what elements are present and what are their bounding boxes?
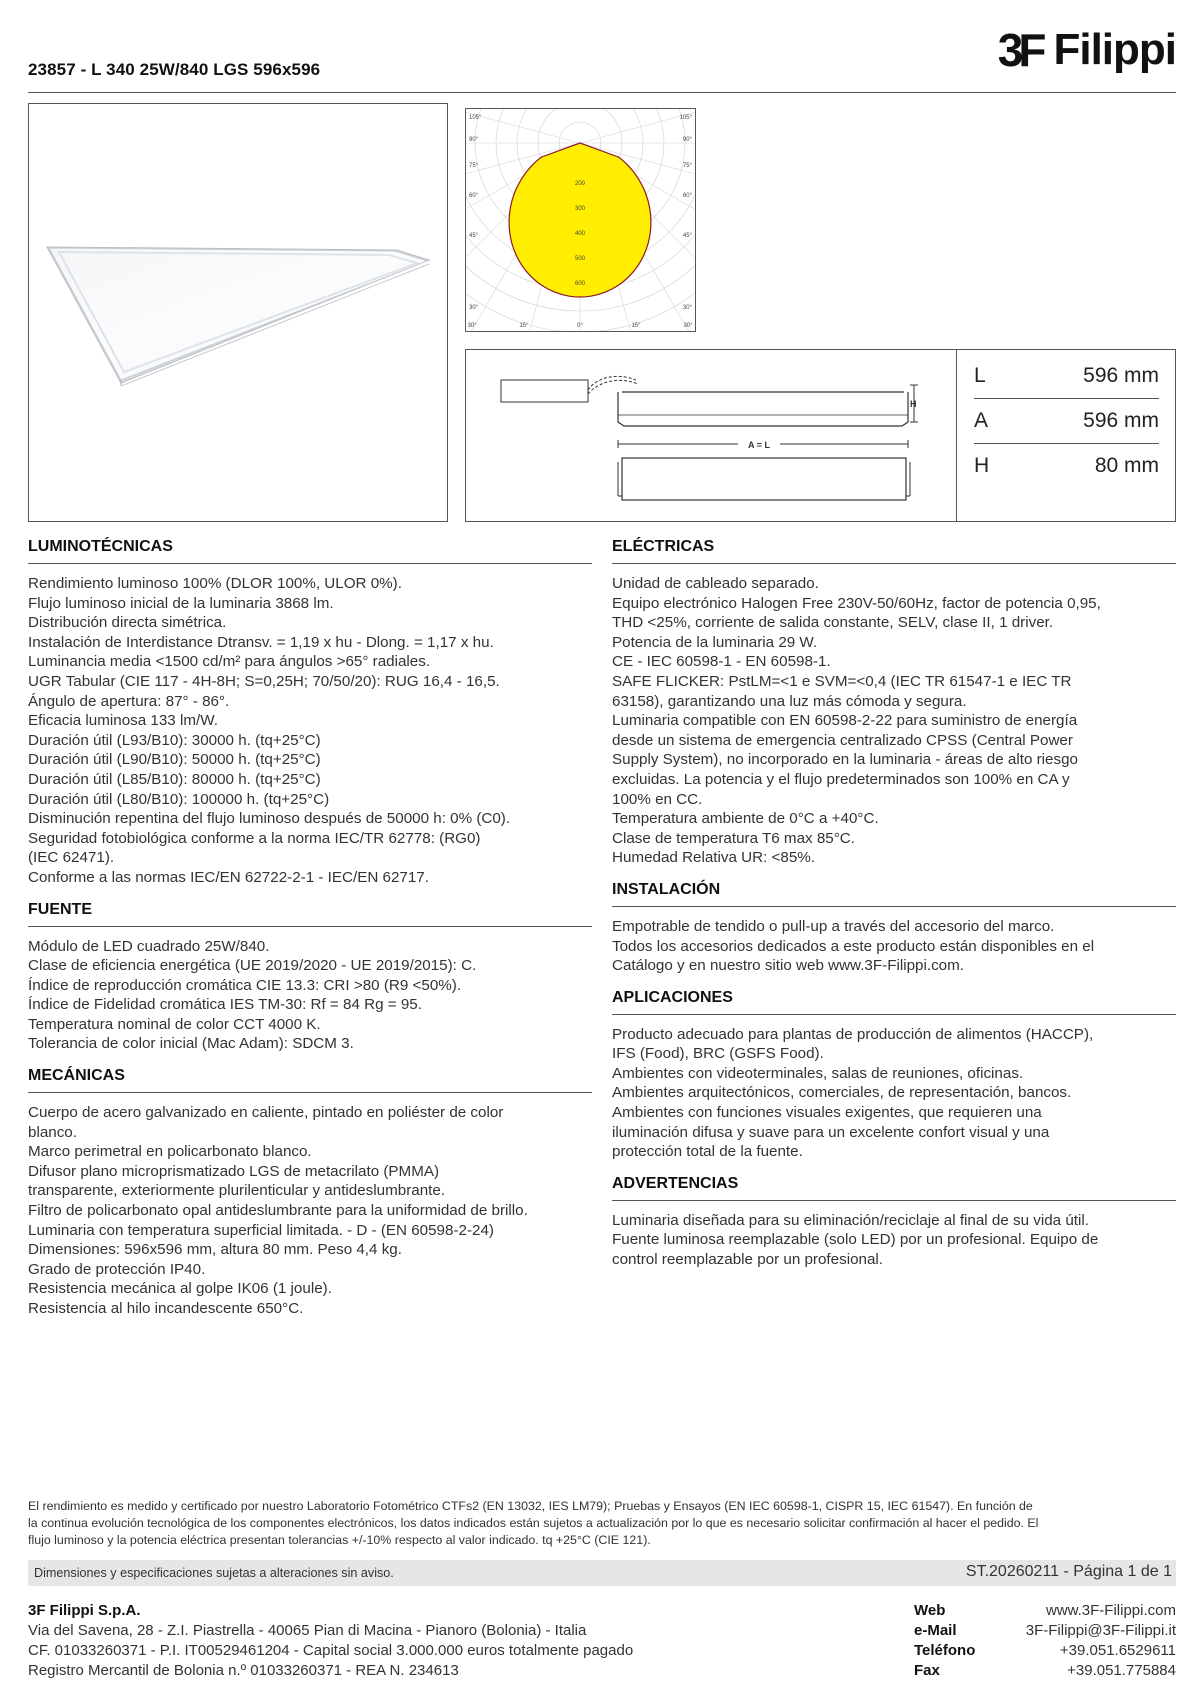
text-line: Luminancia media <1500 cd/m² para ángulos >65° radiales. xyxy=(28,653,431,671)
text-line: Rendimiento luminoso 100% (DLOR 100%, ULOR 0%). xyxy=(28,575,402,592)
text-line: control reemplazable por un profesional. xyxy=(612,1251,884,1269)
section-rule xyxy=(28,926,592,927)
section-title: APLICACIONES xyxy=(612,988,733,1006)
text-line: Flujo luminoso inicial de la luminaria 3868 lm. xyxy=(28,594,334,612)
text-line: UGR Tabular (CIE 117 - 4H-8H; S=0,25H; 70/50/20): RUG 16,4 - 16,5. xyxy=(28,672,500,690)
dim-value: 596 mm xyxy=(1083,364,1159,387)
text-line: Disminución repentina del flujo luminoso después de 50000 h: 0% (C0). xyxy=(28,810,511,828)
polar-angle-label-left: 30° xyxy=(469,305,479,311)
polar-radial-label: 600 xyxy=(574,281,586,287)
disclaimer-bar xyxy=(28,1560,1176,1586)
section-title: LUMINOTÉCNICAS xyxy=(28,538,173,555)
text-line: Empotrable de tendido o pull-up a través del accesorio del marco. xyxy=(612,917,1055,935)
company-info xyxy=(28,1601,633,1681)
text-line: Ambientes con funciones visuales exigentes, que requieren una xyxy=(612,1104,1042,1122)
section-title: FUENTE xyxy=(28,900,92,918)
polar-radial-label: 300 xyxy=(574,206,586,212)
section-rule xyxy=(612,906,1176,907)
text-line: Instalación de Interdistance Dtransv. = 1,19 x hu - Dlong. = 1,17 x hu. xyxy=(28,633,494,651)
text-line: Luminaria compatible con EN 60598-2-22 para suministro de energía xyxy=(612,712,1078,730)
left-column xyxy=(28,538,592,1319)
section-fuente xyxy=(28,901,592,1055)
contact-email xyxy=(914,1621,1176,1641)
footnote-line: la continua evolución tecnológica de los componentes electrónicos, los datos indicados están sujetos a actualización por lo que es necesario solicitar confirmación al hacer el pedido. El xyxy=(28,1516,1039,1530)
polar-angle-label-bottom: 15° xyxy=(519,323,529,329)
text-line: Marco perimetral en policarbonato blanco. xyxy=(28,1143,312,1161)
text-line: Temperatura nominal de color CCT 4000 K. xyxy=(28,1015,321,1033)
contact-phone xyxy=(914,1641,1176,1661)
text-line: Conforme a las normas IEC/EN 62722-2-1 - IEC/EN 62717. xyxy=(28,868,429,886)
polar-radial-label: 200 xyxy=(574,181,586,187)
text-line: Distribución directa simétrica. xyxy=(28,614,227,632)
polar-angle-label-right: 105° xyxy=(679,115,692,121)
polar-angle-label-bottom: 15° xyxy=(631,323,641,329)
text-line: Ángulo de apertura: 87° - 86°. xyxy=(28,692,230,710)
text-line: (IEC 62471). xyxy=(28,849,115,867)
polar-radial-label: 500 xyxy=(574,256,586,262)
text-line: Duración útil (L90/B10): 50000 h. (tq+25°C) xyxy=(28,751,321,769)
contact-value: +39.051.775884 xyxy=(1067,1662,1176,1679)
polar-diagram-svg xyxy=(466,109,695,331)
disclaimer-text: Dimensiones y especificaciones sujetas a alteraciones sin aviso. xyxy=(34,1566,394,1580)
section-body xyxy=(612,1211,1176,1270)
contact-fax xyxy=(914,1661,1176,1681)
section-title: ELÉCTRICAS xyxy=(612,538,715,555)
section-body xyxy=(612,917,1176,976)
dimension-drawing xyxy=(466,350,956,521)
text-line: Índice de reproducción cromática CIE 13.3: CRI >80 (R9 <50%). xyxy=(28,976,462,994)
section-title: INSTALACIÓN xyxy=(612,880,721,898)
text-line: CE - IEC 60598-1 - EN 60598-1. xyxy=(612,653,831,671)
polar-grid-ray xyxy=(466,109,580,143)
section-title: MECÁNICAS xyxy=(28,1067,125,1085)
dimensions-divider xyxy=(956,350,957,521)
text-line: Duración útil (L80/B10): 100000 h. (tq+25°C) xyxy=(28,790,330,808)
contacts xyxy=(914,1601,1176,1681)
right-column xyxy=(612,538,1176,1270)
dim-value: 80 mm xyxy=(1094,454,1159,477)
contact-web xyxy=(914,1601,1176,1621)
header-divider xyxy=(28,92,1176,93)
polar-angle-label-right: 30° xyxy=(682,305,692,311)
text-line: Dimensiones: 596x596 mm, altura 80 mm. Peso 4,4 kg. xyxy=(28,1241,402,1259)
section-body xyxy=(28,574,592,888)
dim-label: H xyxy=(974,454,990,477)
polar-angle-label-left: 60° xyxy=(469,193,479,199)
text-line: Clase de temperatura T6 max 85°C. xyxy=(612,829,855,847)
dim-value: 596 mm xyxy=(1083,409,1159,432)
polar-angle-label-bottom: 30° xyxy=(683,323,693,329)
polar-grid-ray xyxy=(580,109,695,143)
contact-label: Teléfono xyxy=(914,1642,976,1659)
brand-logo xyxy=(998,26,1176,74)
company-registry: Registro Mercantil de Bolonia n.º 01033260371 - REA N. 234613 xyxy=(28,1662,459,1679)
dim-label-h: H xyxy=(910,399,917,409)
polar-angle-label-left: 75° xyxy=(469,163,479,169)
polar-curve xyxy=(509,143,651,297)
page-info: ST.20260211 - Página 1 de 1 xyxy=(965,1563,1172,1580)
panel-illustration xyxy=(29,104,447,521)
text-line: Duración útil (L85/B10): 80000 h. (tq+25°C) xyxy=(28,770,321,788)
text-line: Módulo de LED cuadrado 25W/840. xyxy=(28,937,270,955)
text-line: Filtro de policarbonato opal antideslumbrante para la uniformidad de brillo. xyxy=(28,1202,528,1220)
section-advertencias xyxy=(612,1175,1176,1270)
text-line: Supply System), no incorporado en la luminaria - áreas de alto riesgo xyxy=(612,751,1078,769)
section-body xyxy=(28,1103,592,1319)
text-line: THD <25%, corriente de salida constante, SELV, clase II, 1 driver. xyxy=(612,614,1054,632)
section-rule xyxy=(612,563,1176,564)
text-line: IFS (Food), BRC (GSFS Food). xyxy=(612,1045,824,1063)
text-line: Cuerpo de acero galvanizado en caliente, pintado en poliéster de color xyxy=(28,1104,504,1122)
text-line: Índice de Fidelidad cromática IES TM-30: Rf = 84 Rg = 95. xyxy=(28,996,422,1014)
text-line: Potencia de la luminaria 29 W. xyxy=(612,633,818,651)
text-line: 100% en CC. xyxy=(612,790,703,808)
section-rule xyxy=(28,563,592,564)
text-line: Producto adecuado para plantas de producción de alimentos (HACCP), xyxy=(612,1025,1094,1043)
dim-row-h xyxy=(974,444,1159,488)
contact-label: e-Mail xyxy=(914,1622,957,1639)
contact-label: Web xyxy=(914,1602,946,1619)
footnote-line: El rendimiento es medido y certificado por nuestro Laboratorio Fotométrico CTFs2 (EN 13032, IES LM79); Pruebas y Ensayos (EN IEC 60598-1, CISPR 15, IEC 61547). En función de xyxy=(28,1499,1033,1513)
text-line: 63158), garantizando una luz más cómoda y segura. xyxy=(612,692,967,710)
text-line: Ambientes con videoterminales, salas de reuniones, oficinas. xyxy=(612,1064,1024,1082)
section-luminotecnicas xyxy=(28,538,592,888)
text-line: Resistencia al hilo incandescente 650°C. xyxy=(28,1300,304,1317)
text-line: excluidas. La potencia y el flujo predeterminados son 100% en CA y xyxy=(612,770,1070,788)
page-title: 23857 - L 340 25W/840 LGS 596x596 xyxy=(28,60,321,79)
contact-value: +39.051.6529611 xyxy=(1059,1642,1176,1659)
section-body xyxy=(612,574,1176,868)
polar-angle-label-left: 105° xyxy=(469,115,482,121)
contact-value[interactable]: 3F-Filippi@3F-Filippi.it xyxy=(1025,1622,1176,1639)
text-line: Humedad Relativa UR: <85%. xyxy=(612,849,816,867)
dimensions-table xyxy=(974,354,1159,488)
section-rule xyxy=(612,1014,1176,1015)
section-instalacion xyxy=(612,881,1176,976)
text-line: Todos los accesorios dedicados a este producto están disponibles en el xyxy=(612,937,1095,955)
text-line: protección total de la fuente. xyxy=(612,1143,803,1161)
company-address: Via del Savena, 28 - Z.I. Piastrella - 40065 Pian di Macina - Pianoro (Bolonia) - Italia xyxy=(28,1622,587,1639)
logo-mark: 3F xyxy=(997,24,1042,76)
polar-angle-label-right: 45° xyxy=(682,233,692,239)
text-line: Eficacia luminosa 133 lm/W. xyxy=(28,712,218,730)
logo-name: Filippi xyxy=(1053,25,1176,74)
product-image xyxy=(28,103,448,522)
polar-angle-label-bottom: 0° xyxy=(577,323,583,329)
section-mecanicas xyxy=(28,1067,592,1319)
text-line: Temperatura ambiente de 0°C a +40°C. xyxy=(612,810,879,828)
dim-row-a xyxy=(974,399,1159,444)
dim-label: A xyxy=(974,409,989,432)
text-line: Catálogo y en nuestro sitio web www.3F-Filippi.com. xyxy=(612,957,964,975)
section-body xyxy=(28,937,592,1055)
section-title: ADVERTENCIAS xyxy=(612,1174,739,1192)
text-line: Ambientes arquitectónicos, comerciales, de representación, bancos. xyxy=(612,1084,1072,1102)
polar-angle-label-right: 60° xyxy=(682,193,692,199)
polar-radial-label: 400 xyxy=(574,231,586,237)
polar-angle-label-right: 90° xyxy=(682,137,692,143)
text-line: Tolerancia de color inicial (Mac Adam): SDCM 3. xyxy=(28,1035,354,1053)
footnote-line: flujo luminoso y la potencia eléctrica presentan tolerancias +/-10% respecto al valor indicado. tq +25°C (CIE 121). xyxy=(28,1533,651,1547)
section-aplicaciones xyxy=(612,989,1176,1162)
text-line: Unidad de cableado separado. xyxy=(612,575,819,592)
polar-angle-label-left: 90° xyxy=(469,137,479,143)
text-line: Grado de protección IP40. xyxy=(28,1260,206,1278)
text-line: Resistencia mecánica al golpe IK06 (1 joule). xyxy=(28,1280,332,1298)
text-line: SAFE FLICKER: PstLM=<1 e SVM=<0,4 (IEC TR 61547-1 e IEC TR xyxy=(612,672,1072,690)
dim-row-l xyxy=(974,354,1159,399)
text-line: Clase de eficiencia energética (UE 2019/2020 - UE 2019/2015): C. xyxy=(28,957,477,975)
contact-label: Fax xyxy=(914,1662,940,1679)
company-name: 3F Filippi S.p.A. xyxy=(28,1602,141,1619)
contact-value[interactable]: www.3F-Filippi.com xyxy=(1045,1602,1176,1619)
text-line: Luminaria diseñada para su eliminación/reciclaje al final de su vida útil. xyxy=(612,1211,1089,1229)
section-rule xyxy=(28,1092,592,1093)
dim-label-al: A = L xyxy=(748,440,770,450)
company-fiscal: CF. 01033260371 - P.I. IT00529461204 - Capital social 3.000.000 euros totalmente pagado xyxy=(28,1642,634,1659)
text-line: blanco. xyxy=(28,1123,77,1141)
text-line: desde un sistema de emergencia centralizado CPSS (Central Power xyxy=(612,731,1073,749)
text-line: Luminaria con temperatura superficial limitada. - D - (EN 60598-2-24) xyxy=(28,1221,494,1239)
dimensions-panel xyxy=(465,349,1176,522)
polar-angle-label-left: 45° xyxy=(469,233,479,239)
section-rule xyxy=(612,1200,1176,1201)
section-body xyxy=(612,1025,1176,1162)
polar-angle-label-bottom: 30° xyxy=(467,323,477,329)
polar-diagram xyxy=(465,108,696,332)
polar-angle-label-right: 75° xyxy=(682,163,692,169)
footnote xyxy=(28,1498,1178,1549)
text-line: Difusor plano microprismatizado LGS de metacrilato (PMMA) xyxy=(28,1162,440,1180)
text-line: Duración útil (L93/B10): 30000 h. (tq+25°C) xyxy=(28,731,321,749)
section-electricas xyxy=(612,538,1176,868)
dim-label: L xyxy=(974,364,986,387)
text-line: Equipo electrónico Halogen Free 230V-50/60Hz, factor de potencia 0,95, xyxy=(612,594,1101,612)
text-line: transparente, exteriormente plurilenticular y antideslumbrante. xyxy=(28,1182,446,1200)
text-line: Seguridad fotobiológica conforme a la norma IEC/TR 62778: (RG0) xyxy=(28,829,481,847)
text-line: Fuente luminosa reemplazable (solo LED) por un profesional. Equipo de xyxy=(612,1231,1099,1249)
text-line: iluminación difusa y suave para un excelente confort visual y una xyxy=(612,1123,1050,1141)
